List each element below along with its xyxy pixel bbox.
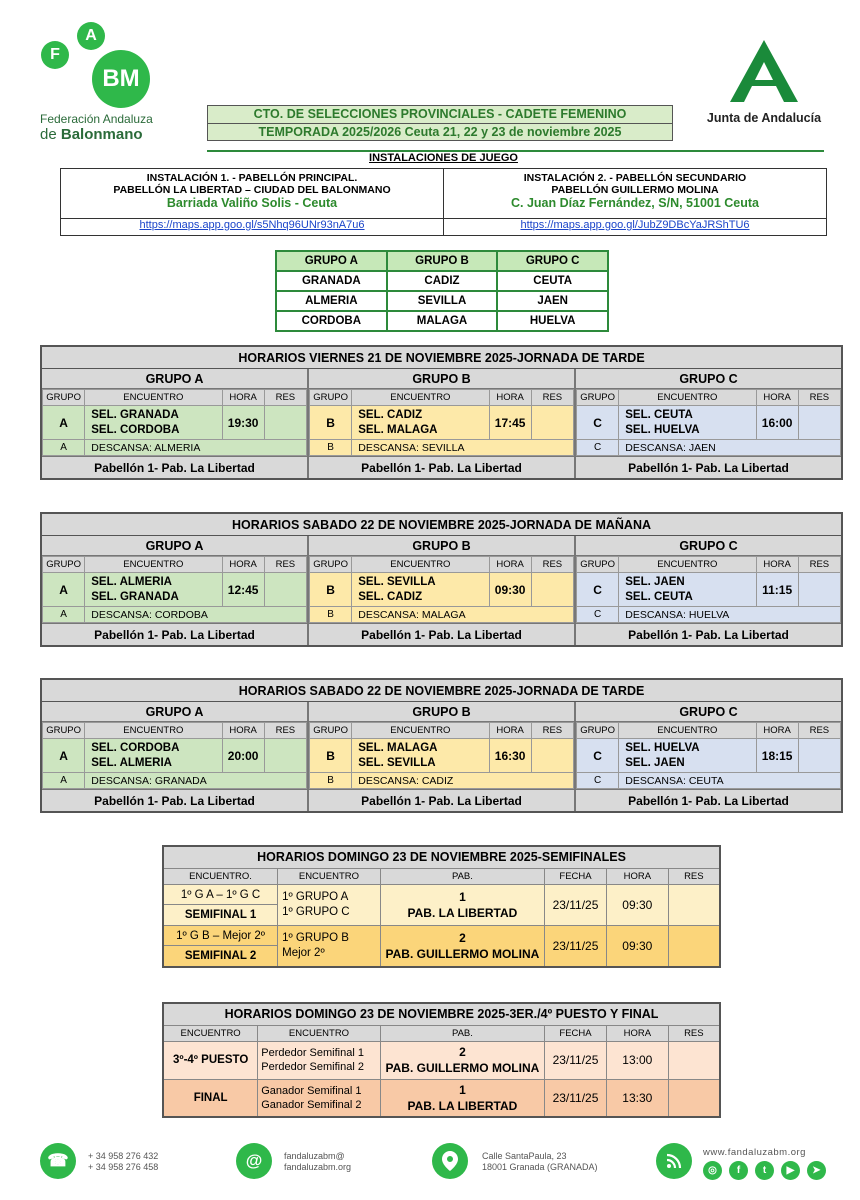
match-res: [264, 739, 306, 773]
group-schedule: [42, 369, 309, 478]
col-hora: HORA: [222, 557, 264, 573]
schedule-viernes-tarde: [40, 345, 843, 480]
team-1: SEL. JAEN: [625, 575, 685, 588]
team-2: SEL. HUELVA: [625, 423, 700, 436]
group-name: GRUPO B: [309, 536, 574, 556]
col-res: RES: [531, 723, 573, 739]
team-2: SEL. ALMERIA: [91, 756, 172, 769]
match-res: [264, 406, 306, 440]
col-header: FECHA: [545, 1025, 607, 1041]
inst2-line1: INSTALACIÓN 2. - PABELLÓN SECUNDARIO: [523, 172, 747, 184]
email-2: fandaluzabm.org: [284, 1162, 352, 1172]
semifinals-title: HORARIOS DOMINGO 23 DE NOVIEMBRE 2025-SEMIFINALES: [163, 846, 720, 868]
group-name: GRUPO C: [576, 702, 841, 722]
col-header: HORA: [606, 1025, 668, 1041]
team-1: SEL. SEVILLA: [358, 575, 436, 588]
pab-number: 2: [459, 1045, 466, 1059]
team-2: SEL. MALAGA: [358, 423, 438, 436]
footer-email[interactable]: [284, 1151, 351, 1173]
team: Ganador Semifinal 1: [261, 1084, 362, 1097]
semifinal-1-hora: 09:30: [606, 884, 668, 925]
team-1: SEL. CORDOBA: [91, 741, 180, 754]
col-header: ENCUENTRO: [258, 1025, 381, 1041]
address-2: 18001 Granada (GRANADA): [482, 1162, 598, 1172]
pab-name: PAB. GUILLERMO MOLINA: [385, 946, 540, 961]
semifinal-2-name: SEMIFINAL 2: [184, 949, 257, 962]
match-res: [798, 739, 840, 773]
rest-group-letter: C: [577, 773, 619, 789]
col-res: RES: [531, 557, 573, 573]
col-grupo: GRUPO: [310, 557, 352, 573]
rest-team: DESCANSA: CORDOBA: [85, 607, 307, 623]
team-1: SEL. HUELVA: [625, 741, 700, 754]
group-name: GRUPO B: [309, 369, 574, 389]
team-1: SEL. CADIZ: [358, 408, 423, 421]
final-res: [668, 1079, 720, 1117]
match-group-letter: B: [310, 573, 352, 607]
email-1: fandaluzabm@: [284, 1151, 345, 1161]
logo-line1: Federación Andaluza: [40, 112, 153, 126]
group-header: GRUPO A: [276, 251, 387, 271]
third-place-teams: [258, 1041, 381, 1079]
col-grupo: GRUPO: [310, 723, 352, 739]
group-name: GRUPO C: [576, 536, 841, 556]
junta-a-icon: [724, 40, 804, 102]
team: 1º GRUPO C: [282, 905, 350, 918]
col-grupo: GRUPO: [43, 390, 85, 406]
semifinal-2-pab: [380, 925, 544, 967]
groups-table: [275, 250, 609, 332]
final-pab: [380, 1079, 544, 1117]
pabellon-label: Pabellón 1- Pab. La Libertad: [309, 456, 574, 478]
col-hora: HORA: [489, 390, 531, 406]
team-2: SEL. CADIZ: [358, 590, 423, 603]
schedule-title: HORARIOS VIERNES 21 DE NOVIEMBRE 2025-JORNADA DE TARDE: [42, 347, 841, 369]
col-hora: HORA: [222, 390, 264, 406]
group-name: GRUPO C: [576, 369, 841, 389]
semifinal-2-pair: 1º G B – Mejor 2º: [164, 926, 277, 946]
group-header: GRUPO C: [497, 251, 608, 271]
group-schedule: [576, 369, 841, 478]
pab-name: PAB. LA LIBERTAD: [407, 1098, 518, 1113]
group-team: HUELVA: [497, 311, 608, 331]
col-header: ENCUENTRO.: [163, 868, 278, 884]
rest-group-letter: B: [310, 773, 352, 789]
inst1-line1: INSTALACIÓN 1. - PABELLÓN PRINCIPAL.: [146, 172, 358, 184]
junta-logo: [694, 40, 834, 130]
inst1-info: [61, 169, 444, 219]
col-encuentro: ENCUENTRO: [352, 557, 489, 573]
pabellon-label: Pabellón 1- Pab. La Libertad: [42, 789, 307, 811]
match-group-letter: B: [310, 406, 352, 440]
pab-number: 1: [459, 1082, 466, 1097]
final-teams: [258, 1079, 381, 1117]
match-hora: 16:30: [489, 739, 531, 773]
pab-name: PAB. LA LIBERTAD: [407, 905, 518, 920]
rest-group-letter: A: [43, 607, 85, 623]
match-teams: [619, 739, 756, 773]
twitter-icon[interactable]: t: [755, 1161, 774, 1180]
logo-letter-a: A: [77, 22, 105, 50]
col-grupo: GRUPO: [310, 390, 352, 406]
col-res: RES: [264, 390, 306, 406]
title-box: [207, 105, 673, 141]
third-place-res: [668, 1041, 720, 1079]
semifinal-2-fecha: 23/11/25: [545, 925, 607, 967]
col-res: RES: [531, 390, 573, 406]
finals-title: HORARIOS DOMINGO 23 DE NOVIEMBRE 2025-3ER./4º PUESTO Y FINAL: [163, 1003, 720, 1025]
group-name: GRUPO A: [42, 702, 307, 722]
col-header: ENCUENTRO: [278, 868, 381, 884]
group-schedule: [576, 536, 841, 645]
match-hora: 16:00: [756, 406, 798, 440]
group-team: GRANADA: [276, 271, 387, 291]
match-hora: 19:30: [222, 406, 264, 440]
col-hora: HORA: [222, 723, 264, 739]
team: 1º GRUPO B: [282, 931, 349, 944]
col-hora: HORA: [756, 723, 798, 739]
pabellon-label: Pabellón 1- Pab. La Libertad: [309, 623, 574, 645]
logo-letter-bm: BM: [92, 50, 150, 108]
semifinal-2-row: [163, 925, 720, 967]
match-group-letter: C: [577, 406, 619, 440]
group-team: CEUTA: [497, 271, 608, 291]
team-1: SEL. CEUTA: [625, 408, 693, 421]
match-res: [798, 406, 840, 440]
rest-group-letter: B: [310, 607, 352, 623]
pabellon-label: Pabellón 1- Pab. La Libertad: [42, 456, 307, 478]
schedule-title: HORARIOS SABADO 22 DE NOVIEMBRE 2025-JORNADA DE MAÑANA: [42, 514, 841, 536]
phone-icon: ☎: [40, 1143, 76, 1179]
pabellon-label: Pabellón 1- Pab. La Libertad: [42, 623, 307, 645]
group-team: CADIZ: [387, 271, 498, 291]
pab-name: PAB. GUILLERMO MOLINA: [385, 1061, 540, 1075]
footer-phones: [88, 1151, 158, 1173]
youtube-icon[interactable]: ▶: [781, 1161, 800, 1180]
team-2: SEL. CORDOBA: [91, 423, 180, 436]
rest-team: DESCANSA: CADIZ: [352, 773, 574, 789]
match-teams: [619, 406, 756, 440]
semifinal-2-teams: [278, 925, 381, 967]
rest-group-letter: A: [43, 440, 85, 456]
group-schedule: [576, 702, 841, 811]
match-group-letter: B: [310, 739, 352, 773]
wifi-icon: [656, 1143, 692, 1179]
semifinal-1-fecha: 23/11/25: [545, 884, 607, 925]
inst2-line2: PABELLÓN GUILLERMO MOLINA: [551, 184, 719, 196]
match-group-letter: A: [43, 573, 85, 607]
third-place-fecha: 23/11/25: [545, 1041, 607, 1079]
col-grupo: GRUPO: [577, 390, 619, 406]
final-row: [163, 1079, 720, 1117]
inst1-line2: PABELLÓN LA LIBERTAD – CIUDAD DEL BALONMANO: [113, 184, 391, 196]
match-hora: 18:15: [756, 739, 798, 773]
semifinal-2-hora: 09:30: [606, 925, 668, 967]
col-hora: HORA: [489, 557, 531, 573]
rest-team: DESCANSA: MALAGA: [352, 607, 574, 623]
semifinals-table: [162, 845, 721, 968]
match-hora: 20:00: [222, 739, 264, 773]
col-hora: HORA: [489, 723, 531, 739]
semifinal-1-teams: [278, 884, 381, 925]
col-header: RES: [668, 1025, 720, 1041]
third-place-name: 3º-4º PUESTO: [163, 1041, 258, 1079]
inst1-map-link[interactable]: https://maps.app.goo.gl/s5Nhq96UNr93nA7u6: [61, 219, 444, 236]
title-line1: CTO. DE SELECCIONES PROVINCIALES - CADETE FEMENINO: [208, 106, 672, 123]
col-header: RES: [668, 868, 720, 884]
rest-team: DESCANSA: GRANADA: [85, 773, 307, 789]
team-1: SEL. MALAGA: [358, 741, 438, 754]
group-name: GRUPO A: [42, 536, 307, 556]
inst2-info: [444, 169, 827, 219]
logo-line2: de Balonmano: [40, 126, 143, 143]
address-1: Calle SantaPaula, 23: [482, 1151, 567, 1161]
rest-group-letter: C: [577, 440, 619, 456]
col-encuentro: ENCUENTRO: [619, 390, 756, 406]
group-name: GRUPO B: [309, 702, 574, 722]
team-2: SEL. JAEN: [625, 756, 685, 769]
semifinal-1-name: SEMIFINAL 1: [184, 908, 257, 921]
rest-team: DESCANSA: JAEN: [619, 440, 841, 456]
col-grupo: GRUPO: [43, 723, 85, 739]
group-name: GRUPO A: [42, 369, 307, 389]
group-schedule: [309, 369, 576, 478]
instagram-icon[interactable]: ◎: [703, 1161, 722, 1180]
semifinal-1-label: [163, 884, 278, 925]
match-res: [798, 573, 840, 607]
instalaciones-table: [60, 168, 827, 236]
team: 1º GRUPO A: [282, 890, 349, 903]
team-2: SEL. GRANADA: [91, 590, 179, 603]
match-teams: [352, 406, 489, 440]
team: Mejor 2º: [282, 946, 325, 959]
team: Perdedor Semifinal 2: [261, 1061, 364, 1073]
footer: [0, 1135, 860, 1195]
match-res: [264, 573, 306, 607]
match-teams: [85, 739, 222, 773]
final-fecha: 23/11/25: [545, 1079, 607, 1117]
pabellon-label: Pabellón 1- Pab. La Libertad: [576, 456, 841, 478]
phone-2: + 34 958 276 458: [88, 1162, 159, 1172]
team: Ganador Semifinal 2: [261, 1098, 362, 1111]
team-1: SEL. GRANADA: [91, 408, 179, 421]
group-schedule: [42, 536, 309, 645]
final-hora: 13:30: [606, 1079, 668, 1117]
col-header: PAB.: [380, 1025, 544, 1041]
location-pin-icon: [432, 1143, 468, 1179]
match-teams: [85, 406, 222, 440]
col-res: RES: [798, 557, 840, 573]
semifinal-2-label: [163, 925, 278, 967]
col-res: RES: [264, 723, 306, 739]
col-grupo: GRUPO: [43, 557, 85, 573]
col-header: PAB.: [380, 868, 544, 884]
match-hora: 11:15: [756, 573, 798, 607]
match-hora: 12:45: [222, 573, 264, 607]
col-header: FECHA: [545, 868, 607, 884]
schedule-sabado-tarde: [40, 678, 843, 813]
group-team: ALMERIA: [276, 291, 387, 311]
col-encuentro: ENCUENTRO: [619, 723, 756, 739]
group-header: GRUPO B: [387, 251, 498, 271]
team-2: SEL. CEUTA: [625, 590, 693, 603]
group-schedule: [309, 702, 576, 811]
fabm-logo: [38, 22, 168, 142]
col-hora: HORA: [756, 557, 798, 573]
col-res: RES: [798, 723, 840, 739]
col-res: RES: [798, 390, 840, 406]
semifinal-2-res: [668, 925, 720, 967]
match-teams: [619, 573, 756, 607]
col-encuentro: ENCUENTRO: [619, 557, 756, 573]
col-hora: HORA: [756, 390, 798, 406]
match-res: [531, 739, 573, 773]
schedule-sabado-manana: [40, 512, 843, 647]
title-line2: TEMPORADA 2025/2026 Ceuta 21, 22 y 23 de noviembre 2025: [208, 123, 672, 140]
junta-name: Junta de Andalucía: [706, 111, 822, 125]
rest-group-letter: B: [310, 440, 352, 456]
finals-table: [162, 1002, 721, 1118]
match-group-letter: A: [43, 406, 85, 440]
pab-number: 2: [459, 930, 466, 945]
match-group-letter: C: [577, 573, 619, 607]
group-schedule: [42, 702, 309, 811]
group-team: SEVILLA: [387, 291, 498, 311]
third-place-row: [163, 1041, 720, 1079]
col-header: ENCUENTRO: [163, 1025, 258, 1041]
rest-team: DESCANSA: HUELVA: [619, 607, 841, 623]
rest-team: DESCANSA: ALMERIA: [85, 440, 307, 456]
rest-team: DESCANSA: SEVILLA: [352, 440, 574, 456]
instalaciones-title: INSTALACIONES DE JUEGO: [369, 152, 518, 164]
col-grupo: GRUPO: [577, 557, 619, 573]
team-1: SEL. ALMERIA: [91, 575, 172, 588]
telegram-icon[interactable]: ➤: [807, 1161, 826, 1180]
inst2-map-link[interactable]: https://maps.app.goo.gl/JubZ9DBcYaJRShTU6: [444, 219, 827, 236]
rest-team: DESCANSA: CEUTA: [619, 773, 841, 789]
pabellon-label: Pabellón 1- Pab. La Libertad: [576, 789, 841, 811]
match-teams: [85, 573, 222, 607]
third-place-pab: [380, 1041, 544, 1079]
semifinal-1-row: [163, 884, 720, 925]
inst1-address: Barriada Valiño Solis - Ceuta: [166, 196, 338, 210]
inst2-address: C. Juan Díaz Fernández, S/N, 51001 Ceuta: [511, 196, 759, 210]
col-encuentro: ENCUENTRO: [352, 390, 489, 406]
schedule-title: HORARIOS SABADO 22 DE NOVIEMBRE 2025-JORNADA DE TARDE: [42, 680, 841, 702]
group-team: CORDOBA: [276, 311, 387, 331]
phone-1: + 34 958 276 432: [88, 1151, 159, 1161]
pab-number: 1: [459, 889, 466, 904]
team-2: SEL. SEVILLA: [358, 756, 436, 769]
match-teams: [352, 573, 489, 607]
col-header: HORA: [606, 868, 668, 884]
footer-web[interactable]: www.fandaluzabm.org: [703, 1147, 806, 1158]
group-team: MALAGA: [387, 311, 498, 331]
col-encuentro: ENCUENTRO: [85, 557, 222, 573]
match-hora: 09:30: [489, 573, 531, 607]
at-icon: @: [236, 1143, 272, 1179]
match-hora: 17:45: [489, 406, 531, 440]
semifinal-1-pair: 1º G A – 1º G C: [164, 885, 277, 905]
match-teams: [352, 739, 489, 773]
pabellon-label: Pabellón 1- Pab. La Libertad: [576, 623, 841, 645]
match-res: [531, 406, 573, 440]
semifinal-1-res: [668, 884, 720, 925]
col-res: RES: [264, 557, 306, 573]
match-res: [531, 573, 573, 607]
facebook-icon[interactable]: f: [729, 1161, 748, 1180]
final-name: FINAL: [163, 1079, 258, 1117]
col-grupo: GRUPO: [577, 723, 619, 739]
group-schedule: [309, 536, 576, 645]
rest-group-letter: C: [577, 607, 619, 623]
match-group-letter: A: [43, 739, 85, 773]
logo-letter-f: F: [41, 41, 69, 69]
col-encuentro: ENCUENTRO: [85, 723, 222, 739]
match-group-letter: C: [577, 739, 619, 773]
col-encuentro: ENCUENTRO: [352, 723, 489, 739]
third-place-hora: 13:00: [606, 1041, 668, 1079]
pabellon-label: Pabellón 1- Pab. La Libertad: [309, 789, 574, 811]
semifinal-1-pab: [380, 884, 544, 925]
footer-address: [482, 1151, 598, 1173]
team: Perdedor Semifinal 1: [261, 1047, 364, 1059]
group-team: JAEN: [497, 291, 608, 311]
col-encuentro: ENCUENTRO: [85, 390, 222, 406]
rest-group-letter: A: [43, 773, 85, 789]
